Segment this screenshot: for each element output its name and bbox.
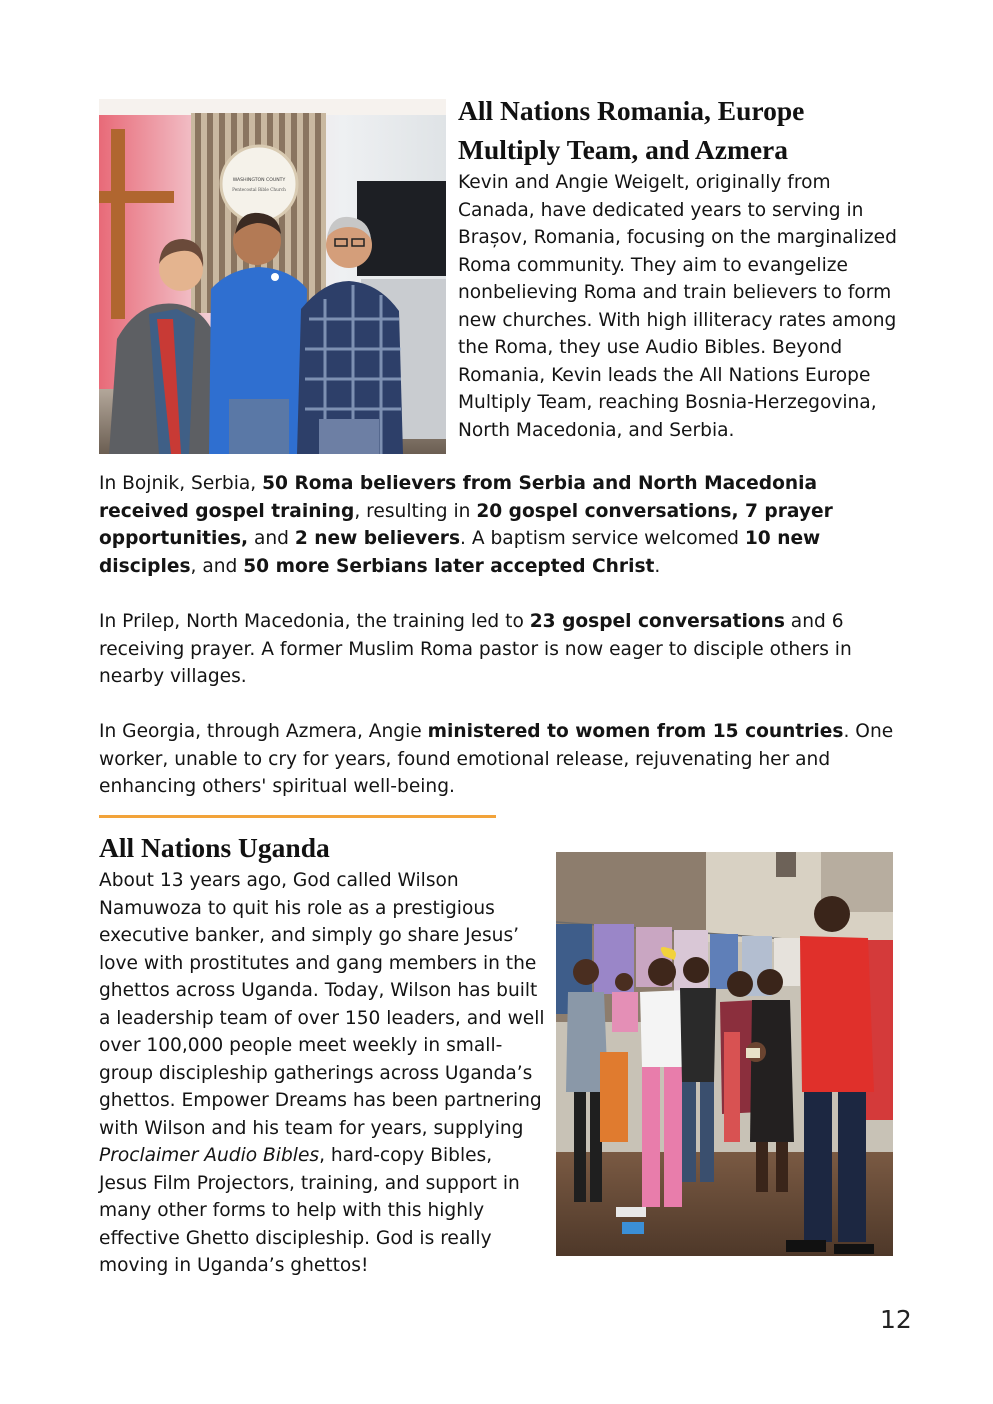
uganda-paragraph (99, 867, 546, 1280)
highlight: 50 more Serbians later accepted Christ (243, 555, 655, 577)
text: , hard-copy Bibles, Jesus Film Projectors, training, and support in many other forms to help with this highly effective Ghetto discipleship. God is really moving in Uganda’s ghettos! (99, 1145, 520, 1276)
text: and 6 receiving prayer. A former Muslim Roma pastor is now eager to disciple others in nearby villages. (99, 611, 852, 687)
highlight: 23 gospel conversations (529, 611, 785, 632)
text: In Prilep, North Macedonia, the training led to (99, 611, 530, 632)
highlight: 20 gospel conversations, 7 prayer opportunities, (99, 500, 833, 549)
text: . (654, 555, 661, 577)
romania-heading: All Nations Romania, Europe Multiply Team, and Azmera (458, 95, 805, 165)
bojnik-paragraph (99, 470, 899, 580)
romania-intro-paragraph: Kevin and Angie Weigelt, originally from Canada, have dedicated years to serving in Brașov, Romania, focusing on the marginalized Roma community. They aim to evangelize nonbelieving Roma and train believers to form new churches. With high illiteracy rates among the Roma, they use Audio Bibles. Beyond Romania, Kevin leads the All Nations Europe Multiply Team, reaching Bosnia-Herzegovina, North Macedonia, and Serbia. (458, 172, 897, 441)
highlight: 2 new believers (294, 528, 461, 549)
text: . A baptism service welcomed (460, 528, 745, 549)
uganda-heading: All Nations Uganda (99, 832, 330, 863)
text: , and (190, 555, 244, 577)
highlight: 50 Roma believers from Serbia and North Macedonia received gospel training (99, 473, 818, 522)
text: , resulting in (354, 500, 477, 522)
text: About 13 years ago, God called Wilson Namuwoza to quit his role as a prestigious executive banker, and simply go share Jesus’ love with prostitutes and gang members in the ghettos across Uganda. Today, Wilson has built a leadership team of over 150 leaders, and well over 100,000 people meet weekly in small-group discipleship gatherings across Uganda’s ghettos. Empower Dreams has been partnering with Wilson and his team for years, supplying (99, 870, 545, 1139)
text: In Bojnik, Serbia, (99, 473, 263, 494)
text: and (248, 528, 295, 549)
georgia-paragraph (99, 718, 899, 801)
prilep-paragraph (99, 608, 899, 691)
text: . One worker, unable to cry for years, found emotional release, rejuvenating her and enhancing others' spiritual well-being. (99, 721, 894, 797)
page-number: 12 (880, 1305, 912, 1334)
sign-line2: Pentecostal Bible Church (232, 187, 286, 192)
section-divider (99, 815, 496, 818)
highlight: 10 new disciples (99, 528, 821, 577)
uganda-group-photo (556, 852, 893, 1256)
emphasis: Proclaimer Audio Bibles (99, 1145, 320, 1166)
romania-team-photo (99, 99, 446, 454)
sign-line1: WASHINGTON COUNTY (232, 178, 286, 183)
text: In Georgia, through Azmera, Angie (99, 721, 428, 742)
highlight: ministered to women from 15 countries (427, 721, 844, 742)
